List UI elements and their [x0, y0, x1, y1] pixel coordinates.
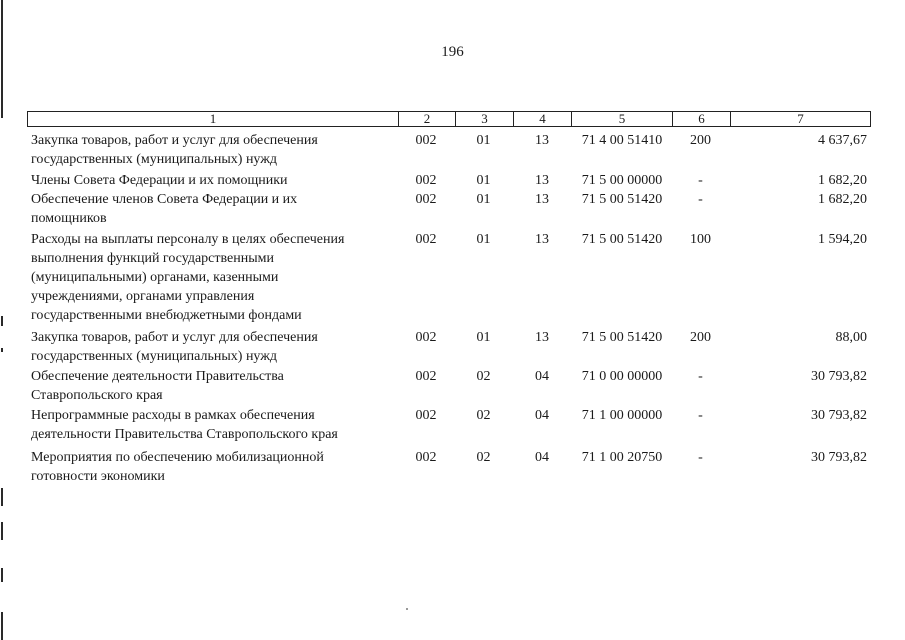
expense-name-line: Обеспечение членов Совета Федерации и их: [31, 192, 298, 207]
expense-name-line: государственными внебюджетными фондами: [31, 308, 302, 323]
target-article-code: 71 5 00 00000: [581, 173, 663, 188]
expense-name: [31, 190, 391, 228]
expense-name-line: государственных (муниципальных) нужд: [31, 152, 278, 167]
expense-name: [31, 328, 391, 366]
ministry-code: 002: [415, 369, 437, 384]
target-article-code: 71 4 00 51410: [581, 133, 663, 148]
amount: 1 682,20: [818, 173, 867, 188]
subsection-code: 13: [535, 192, 549, 207]
section-code: 02: [476, 369, 491, 384]
subsection-code: 13: [535, 133, 549, 148]
expense-type-code: -: [698, 192, 703, 207]
header-col-7: 7: [730, 112, 870, 126]
header-col-1: 1: [209, 111, 217, 126]
header-col-3: 3: [455, 112, 513, 126]
expense-name-line: государственных (муниципальных) нужд: [31, 349, 278, 364]
expense-name-line: Расходы на выплаты персоналу в целях обеспечения: [31, 232, 345, 247]
target-article-code: 71 1 00 20750: [581, 450, 663, 465]
section-code: 01: [476, 232, 491, 247]
expense-name-line: учреждениями, органами управления: [31, 289, 255, 304]
scan-edge-mark: [1, 488, 3, 506]
target-article-code: 71 5 00 51420: [581, 192, 663, 207]
amount: 1 594,20: [818, 232, 867, 247]
expense-name-line: деятельности Правительства Ставропольского края: [31, 427, 338, 442]
expense-name: [31, 448, 391, 486]
amount: 30 793,82: [811, 369, 867, 384]
scan-edge-mark: [1, 316, 3, 326]
section-code: 01: [476, 192, 491, 207]
subsection-code: 13: [535, 173, 549, 188]
scan-edge-mark: [1, 568, 3, 582]
subsection-code: 04: [535, 408, 549, 423]
expense-name-line: готовности экономики: [31, 469, 165, 484]
amount: 30 793,82: [811, 450, 867, 465]
expense-name-line: Члены Совета Федерации и их помощники: [31, 173, 288, 188]
target-article-code: 71 1 00 00000: [581, 408, 663, 423]
ministry-code: 002: [415, 450, 437, 465]
section-code: 01: [476, 330, 491, 345]
expense-name: [31, 367, 391, 405]
subsection-code: 13: [535, 330, 549, 345]
table-header-row: [27, 111, 871, 127]
scan-edge-mark: [1, 522, 3, 540]
expense-type-code: -: [698, 369, 703, 384]
expense-name: [31, 406, 391, 444]
amount: 1 682,20: [818, 192, 867, 207]
header-col-4: 4: [513, 112, 571, 126]
expense-name: [31, 171, 391, 190]
expense-name-line: Непрограммные расходы в рамках обеспечения: [31, 408, 315, 423]
expense-name-line: Ставропольского края: [31, 388, 163, 403]
expense-name-line: Закупка товаров, работ и услуг для обеспечения: [31, 133, 318, 148]
expense-name: [31, 131, 391, 169]
subsection-code: 04: [535, 450, 549, 465]
expense-name: [31, 230, 391, 325]
scan-speck: [406, 608, 408, 610]
ministry-code: 002: [415, 232, 437, 247]
header-col-5: 5: [571, 112, 672, 126]
amount: 4 637,67: [818, 133, 867, 148]
ministry-code: 002: [415, 192, 437, 207]
section-code: 01: [476, 133, 491, 148]
target-article-code: 71 5 00 51420: [581, 330, 663, 345]
section-code: 02: [476, 450, 491, 465]
expense-name-line: Закупка товаров, работ и услуг для обеспечения: [31, 330, 318, 345]
expense-name-line: помощников: [31, 211, 107, 226]
expense-name-line: выполнения функций государственными: [31, 251, 274, 266]
page-number: 196: [441, 44, 464, 60]
section-code: 01: [476, 173, 491, 188]
amount: 30 793,82: [811, 408, 867, 423]
ministry-code: 002: [415, 173, 437, 188]
section-code: 02: [476, 408, 491, 423]
ministry-code: 002: [415, 408, 437, 423]
header-col-6: 6: [672, 112, 730, 126]
expense-name-line: Мероприятия по обеспечению мобилизационной: [31, 450, 324, 465]
ministry-code: 002: [415, 133, 437, 148]
expense-name-line: (муниципальными) органами, казенными: [31, 270, 279, 285]
ministry-code: 002: [415, 330, 437, 345]
subsection-code: 04: [535, 369, 549, 384]
target-article-code: 71 0 00 00000: [581, 369, 663, 384]
expense-type-code: 100: [690, 232, 711, 247]
expense-type-code: -: [698, 450, 703, 465]
scan-edge-mark: [1, 612, 3, 640]
expense-type-code: -: [698, 408, 703, 423]
expense-name-line: Обеспечение деятельности Правительства: [31, 369, 284, 384]
expense-type-code: 200: [690, 133, 711, 148]
amount: 88,00: [835, 330, 867, 345]
expense-type-code: 200: [690, 330, 711, 345]
subsection-code: 13: [535, 232, 549, 247]
scan-edge-mark: [1, 348, 3, 352]
target-article-code: 71 5 00 51420: [581, 232, 663, 247]
header-col-2: 2: [398, 112, 455, 126]
expense-type-code: -: [698, 173, 703, 188]
